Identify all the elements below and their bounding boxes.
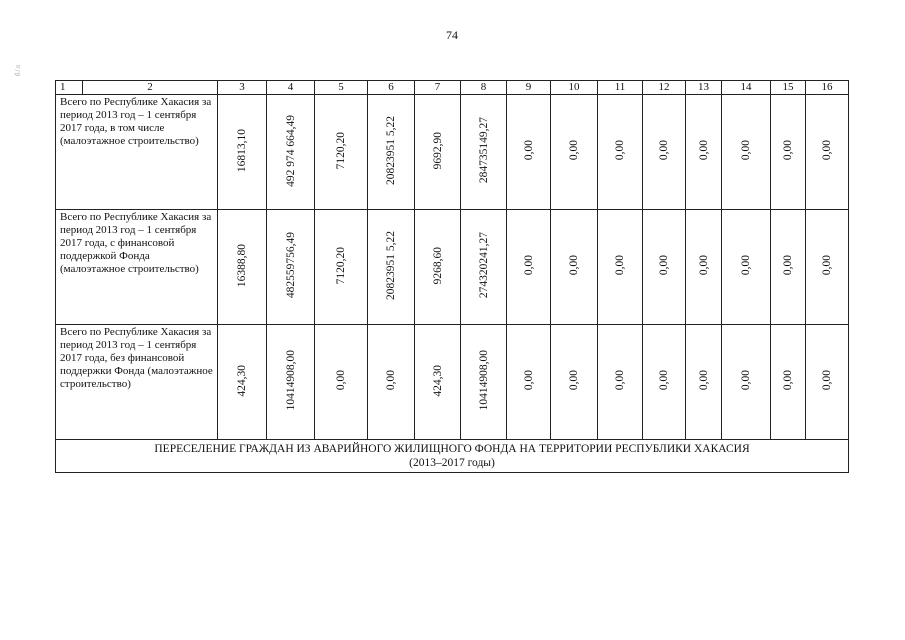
- cell-value: 0,00: [782, 255, 794, 276]
- cell-value: 0,00: [522, 370, 535, 391]
- column-header: 7: [415, 81, 461, 95]
- table-cell: [315, 210, 368, 325]
- section-title-line1: ПЕРЕСЕЛЕНИЕ ГРАЖДАН ИЗ АВАРИЙНОГО ЖИЛИЩНОГО ФОНДА НА ТЕРРИТОРИИ РЕСПУБЛИКИ ХАКАСИЯ: [154, 443, 750, 455]
- table-cell: [598, 95, 643, 210]
- data-table: [55, 80, 849, 473]
- table-cell: [643, 210, 686, 325]
- table-cell: [461, 95, 507, 210]
- cell-value: 0,00: [658, 255, 670, 276]
- cell-value: 16388,80: [236, 243, 248, 288]
- section-title-row: [56, 440, 849, 473]
- table-cell: [551, 325, 598, 440]
- table-cell: [267, 210, 315, 325]
- cell-value: 0,00: [821, 140, 833, 161]
- column-header: 6: [368, 81, 415, 95]
- cell-value: 0,00: [782, 140, 794, 161]
- column-header: 9: [507, 81, 551, 95]
- cell-value: 10414908,00: [477, 350, 490, 411]
- table-cell: [771, 325, 806, 440]
- column-header: 10: [551, 81, 598, 95]
- cell-value: 0,00: [782, 370, 794, 391]
- table-cell: [415, 210, 461, 325]
- margin-mark: б/л: [14, 64, 22, 76]
- cell-value: 0,00: [821, 370, 833, 391]
- cell-value: 7120,20: [335, 131, 347, 170]
- table-cell: [806, 210, 849, 325]
- column-header: 4: [267, 81, 315, 95]
- row-description: Всего по Республике Хакасия за период 2013 год – 1 сентября 2017 года, в том числе (малоэтажное строительство): [56, 95, 218, 210]
- cell-value: 10414908,00: [284, 350, 297, 411]
- table-cell: [806, 325, 849, 440]
- cell-value: 0,00: [335, 370, 347, 391]
- table-cell: [686, 325, 722, 440]
- cell-value: 492 974 664,49: [284, 114, 297, 187]
- cell-value: 0,00: [522, 140, 535, 161]
- table-cell: [461, 210, 507, 325]
- cell-value: 0,00: [697, 370, 710, 391]
- cell-value: 20823951 5,22: [385, 116, 397, 185]
- column-header: 13: [686, 81, 722, 95]
- row-description: Всего по Республике Хакасия за период 2013 год – 1 сентября 2017 года, с финансовой поддержкой Фонда (малоэтажное строительство): [56, 210, 218, 325]
- table-cell: [643, 325, 686, 440]
- cell-value: 424,30: [236, 364, 248, 397]
- cell-value: 0,00: [568, 370, 580, 391]
- table-cell: [267, 325, 315, 440]
- cell-value: 0,00: [740, 140, 752, 161]
- table-cell: [507, 95, 551, 210]
- cell-value: 0,00: [385, 370, 397, 391]
- column-header: 3: [218, 81, 267, 95]
- cell-value: 424,30: [431, 364, 444, 397]
- cell-value: 0,00: [568, 140, 580, 161]
- column-header: 11: [598, 81, 643, 95]
- table-cell: [686, 95, 722, 210]
- table-cell: [415, 325, 461, 440]
- section-title-line2: (2013–2017 годы): [409, 457, 495, 469]
- cell-value: 16813,10: [236, 128, 248, 173]
- table-cell: [368, 325, 415, 440]
- table-cell: [643, 95, 686, 210]
- cell-value: 20823951 5,22: [385, 231, 397, 300]
- table-cell: [507, 210, 551, 325]
- table-cell: [722, 95, 771, 210]
- table-cell: [551, 95, 598, 210]
- cell-value: 9268,60: [431, 246, 444, 285]
- table-cell: [771, 210, 806, 325]
- table-cell: [218, 325, 267, 440]
- table-cell: [722, 325, 771, 440]
- cell-value: 0,00: [614, 140, 626, 161]
- cell-value: 7120,20: [335, 246, 347, 285]
- header-row: [56, 81, 849, 95]
- cell-value: 0,00: [740, 255, 752, 276]
- table-cell: [415, 95, 461, 210]
- cell-value: 0,00: [522, 255, 535, 276]
- table-cell: [722, 210, 771, 325]
- table-row: [56, 325, 849, 440]
- cell-value: 0,00: [658, 370, 670, 391]
- section-title: [56, 440, 849, 473]
- column-header: 14: [722, 81, 771, 95]
- column-header: 2: [83, 81, 218, 95]
- table-cell: [315, 95, 368, 210]
- column-header: 5: [315, 81, 368, 95]
- table-cell: [461, 325, 507, 440]
- cell-value: 0,00: [614, 255, 626, 276]
- column-header: 1: [56, 81, 83, 95]
- table-cell: [806, 95, 849, 210]
- table-cell: [771, 95, 806, 210]
- table-cell: [598, 210, 643, 325]
- table-cell: [267, 95, 315, 210]
- cell-value: 482559756,49: [284, 232, 297, 299]
- table-cell: [368, 210, 415, 325]
- row-description: Всего по Республике Хакасия за период 2013 год – 1 сентября 2017 года, без финансовой поддержки Фонда (малоэтажное строительство): [56, 325, 218, 440]
- table-cell: [218, 95, 267, 210]
- table-row: [56, 210, 849, 325]
- table-cell: [551, 210, 598, 325]
- page-number: 74: [446, 28, 458, 42]
- table-cell: [368, 95, 415, 210]
- cell-value: 0,00: [697, 255, 710, 276]
- cell-value: 9692,90: [431, 131, 444, 170]
- table-row: [56, 95, 849, 210]
- cell-value: 0,00: [740, 370, 752, 391]
- table-cell: [315, 325, 368, 440]
- column-header: 8: [461, 81, 507, 95]
- cell-value: 274320241,27: [477, 232, 490, 299]
- cell-value: 0,00: [614, 370, 626, 391]
- table-cell: [598, 325, 643, 440]
- column-header: 16: [806, 81, 849, 95]
- cell-value: 0,00: [658, 140, 670, 161]
- table-cell: [507, 325, 551, 440]
- cell-value: 0,00: [568, 255, 580, 276]
- column-header: 12: [643, 81, 686, 95]
- table-cell: [218, 210, 267, 325]
- cell-value: 284735149,27: [477, 117, 490, 184]
- cell-value: 0,00: [821, 255, 833, 276]
- table-cell: [686, 210, 722, 325]
- column-header: 15: [771, 81, 806, 95]
- cell-value: 0,00: [697, 140, 710, 161]
